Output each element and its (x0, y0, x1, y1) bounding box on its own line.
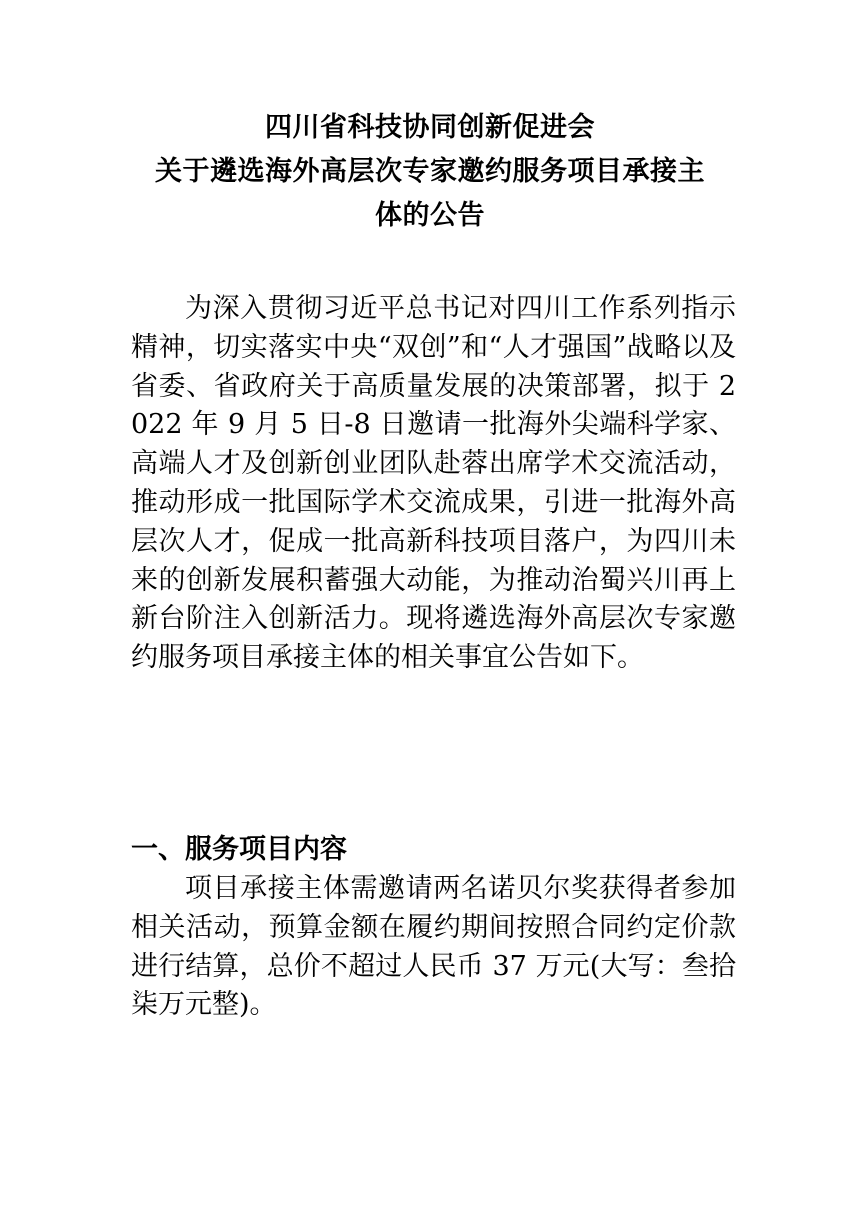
section-paragraph-service-content: 项目承接主体需邀请两名诺贝尔奖获得者参加相关活动，预算金额在履约期间按照合同约定价款进行结算，总价不超过人民币 37 万元(大写：叁拾柒万元整)。 (131, 873, 736, 1021)
intro-paragraph: 为深入贯彻习近平总书记对四川工作系列指示精神，切实落实中央“双创”和“人才强国”战略以及省委、省政府关于高质量发展的决策部署，拟于 2022 年 9 月 5 日-8 日邀请一批海外尖端科学家、高端人才及创新创业团队赴蓉出席学术交流活动，推动形成一批国际学术交流成果，引进一批海外高层次人才，促成一批高新科技项目落户，为四川未来的创新发展积蓄强大动能，为推动治蜀兴川再上新台阶注入创新活力。现将遴选海外高层次专家邀约服务项目承接主体的相关事宜公告如下。 (131, 293, 736, 674)
title-line-1: 四川省科技协同创新促进会 (265, 112, 595, 143)
title-line-2: 关于遴选海外高层次专家邀约服务项目承接主 (155, 156, 705, 187)
section-heading-service-content: 一、服务项目内容 (131, 834, 347, 865)
title-line-3: 体的公告 (375, 200, 485, 231)
